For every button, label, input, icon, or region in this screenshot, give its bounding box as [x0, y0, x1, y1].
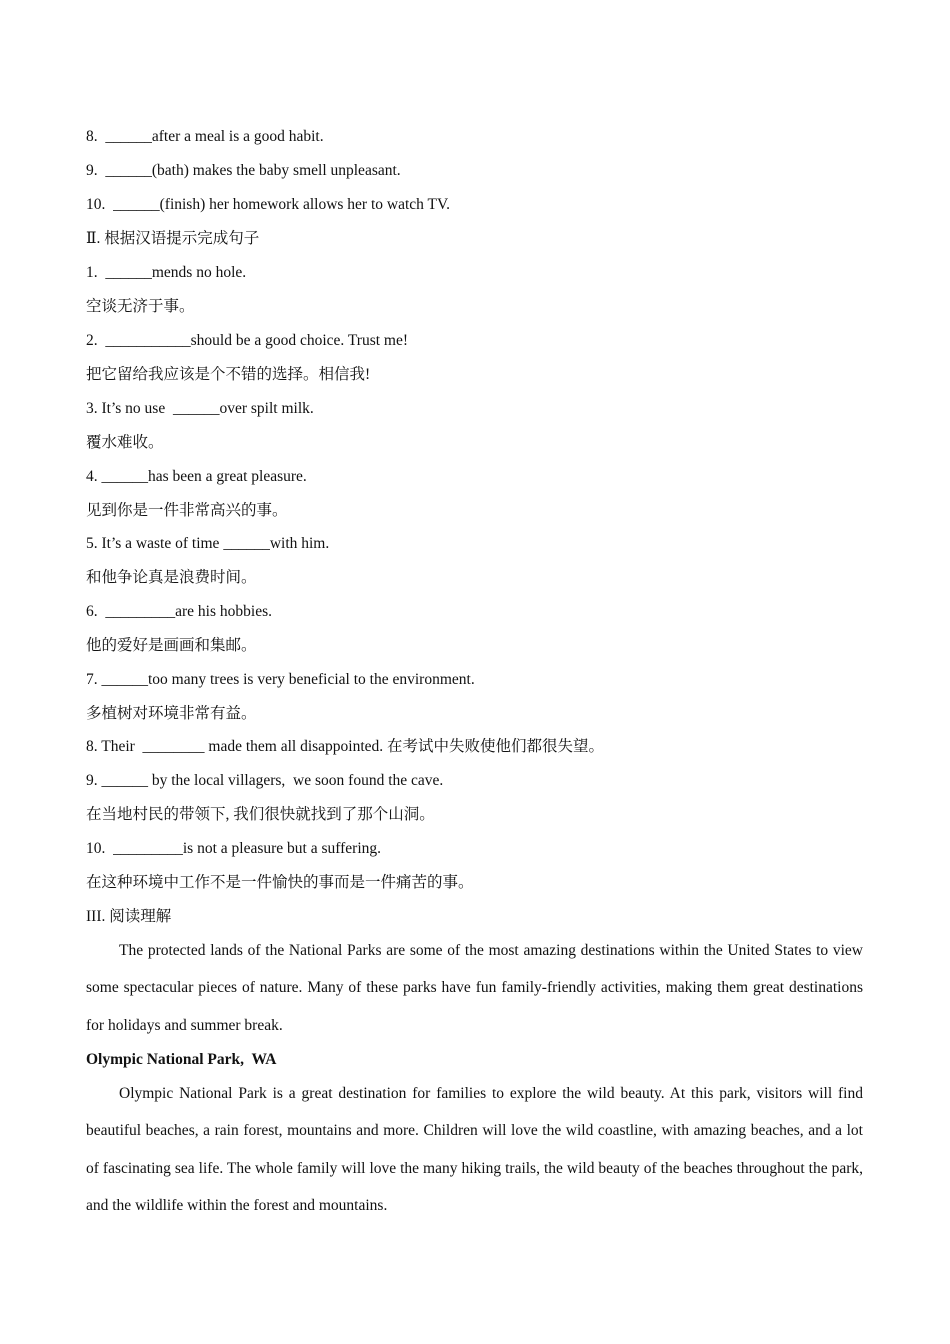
translation-item-4-en: 4. ______has been a great pleasure. [86, 468, 307, 485]
translation-item-5-zh: 和他争论真是浪费时间。 [86, 569, 257, 586]
reading-intro-paragraph: The protected lands of the National Parks are some of the most amazing destinations within the United States to view some spectacular pieces of nature. Many of these parks have fun family-friendly activities, making them great destinations for holidays and summer break. [86, 942, 863, 1034]
translation-item-10-zh: 在这种环境中工作不是一件愉快的事而是一件痛苦的事。 [86, 874, 474, 891]
translation-item-5-en: 5. It’s a waste of time ______with him. [86, 535, 330, 552]
park-title: Olympic National Park, WA [86, 1051, 277, 1068]
section-2-heading: Ⅱ. 根据汉语提示完成句子 [86, 230, 260, 247]
park-paragraph: Olympic National Park is a great destination for families to explore the wild beauty. At this park, visitors will find beautiful beaches, a rain forest, mountains and more. Children will love the wild coastline, with amazing beaches, and a lot of fascinating sea life. The whole family will love the many hiking trails, the wild beauty of the beaches throughout the park, and the wildlife within the forest and mountains. [86, 1085, 863, 1214]
translation-item-6-en: 6. _________are his hobbies. [86, 603, 272, 620]
section-3-heading: III. 阅读理解 [86, 908, 172, 925]
translation-item-2-en: 2. ___________should be a good choice. Trust me! [86, 332, 409, 349]
translation-item-1-en: 1. ______mends no hole. [86, 264, 247, 281]
translation-item-8-en: 8. Their ________ made them all disappointed. 在考试中失败使他们都很失望。 [86, 738, 605, 755]
exercise-item-10: 10. ______(finish) her homework allows her to watch TV. [86, 196, 451, 213]
translation-item-1-zh: 空谈无济于事。 [86, 298, 195, 315]
translation-item-7-zh: 多植树对环境非常有益。 [86, 705, 257, 722]
translation-item-6-zh: 他的爱好是画画和集邮。 [86, 637, 257, 654]
translation-item-2-zh: 把它留给我应该是个不错的选择。相信我! [86, 366, 371, 383]
exercise-item-8: 8. ______after a meal is a good habit. [86, 128, 324, 145]
translation-item-4-zh: 见到你是一件非常高兴的事。 [86, 502, 288, 519]
translation-item-3-en: 3. It’s no use ______over spilt milk. [86, 400, 314, 417]
translation-item-9-en: 9. ______ by the local villagers, we soon found the cave. [86, 772, 444, 789]
translation-item-7-en: 7. ______too many trees is very beneficial to the environment. [86, 671, 475, 688]
translation-item-9-zh: 在当地村民的带领下, 我们很快就找到了那个山洞。 [86, 806, 435, 823]
translation-item-10-en: 10. _________is not a pleasure but a suffering. [86, 840, 382, 857]
exercise-item-9: 9. ______(bath) makes the baby smell unpleasant. [86, 162, 401, 179]
translation-item-3-zh: 覆水难收。 [86, 434, 164, 451]
